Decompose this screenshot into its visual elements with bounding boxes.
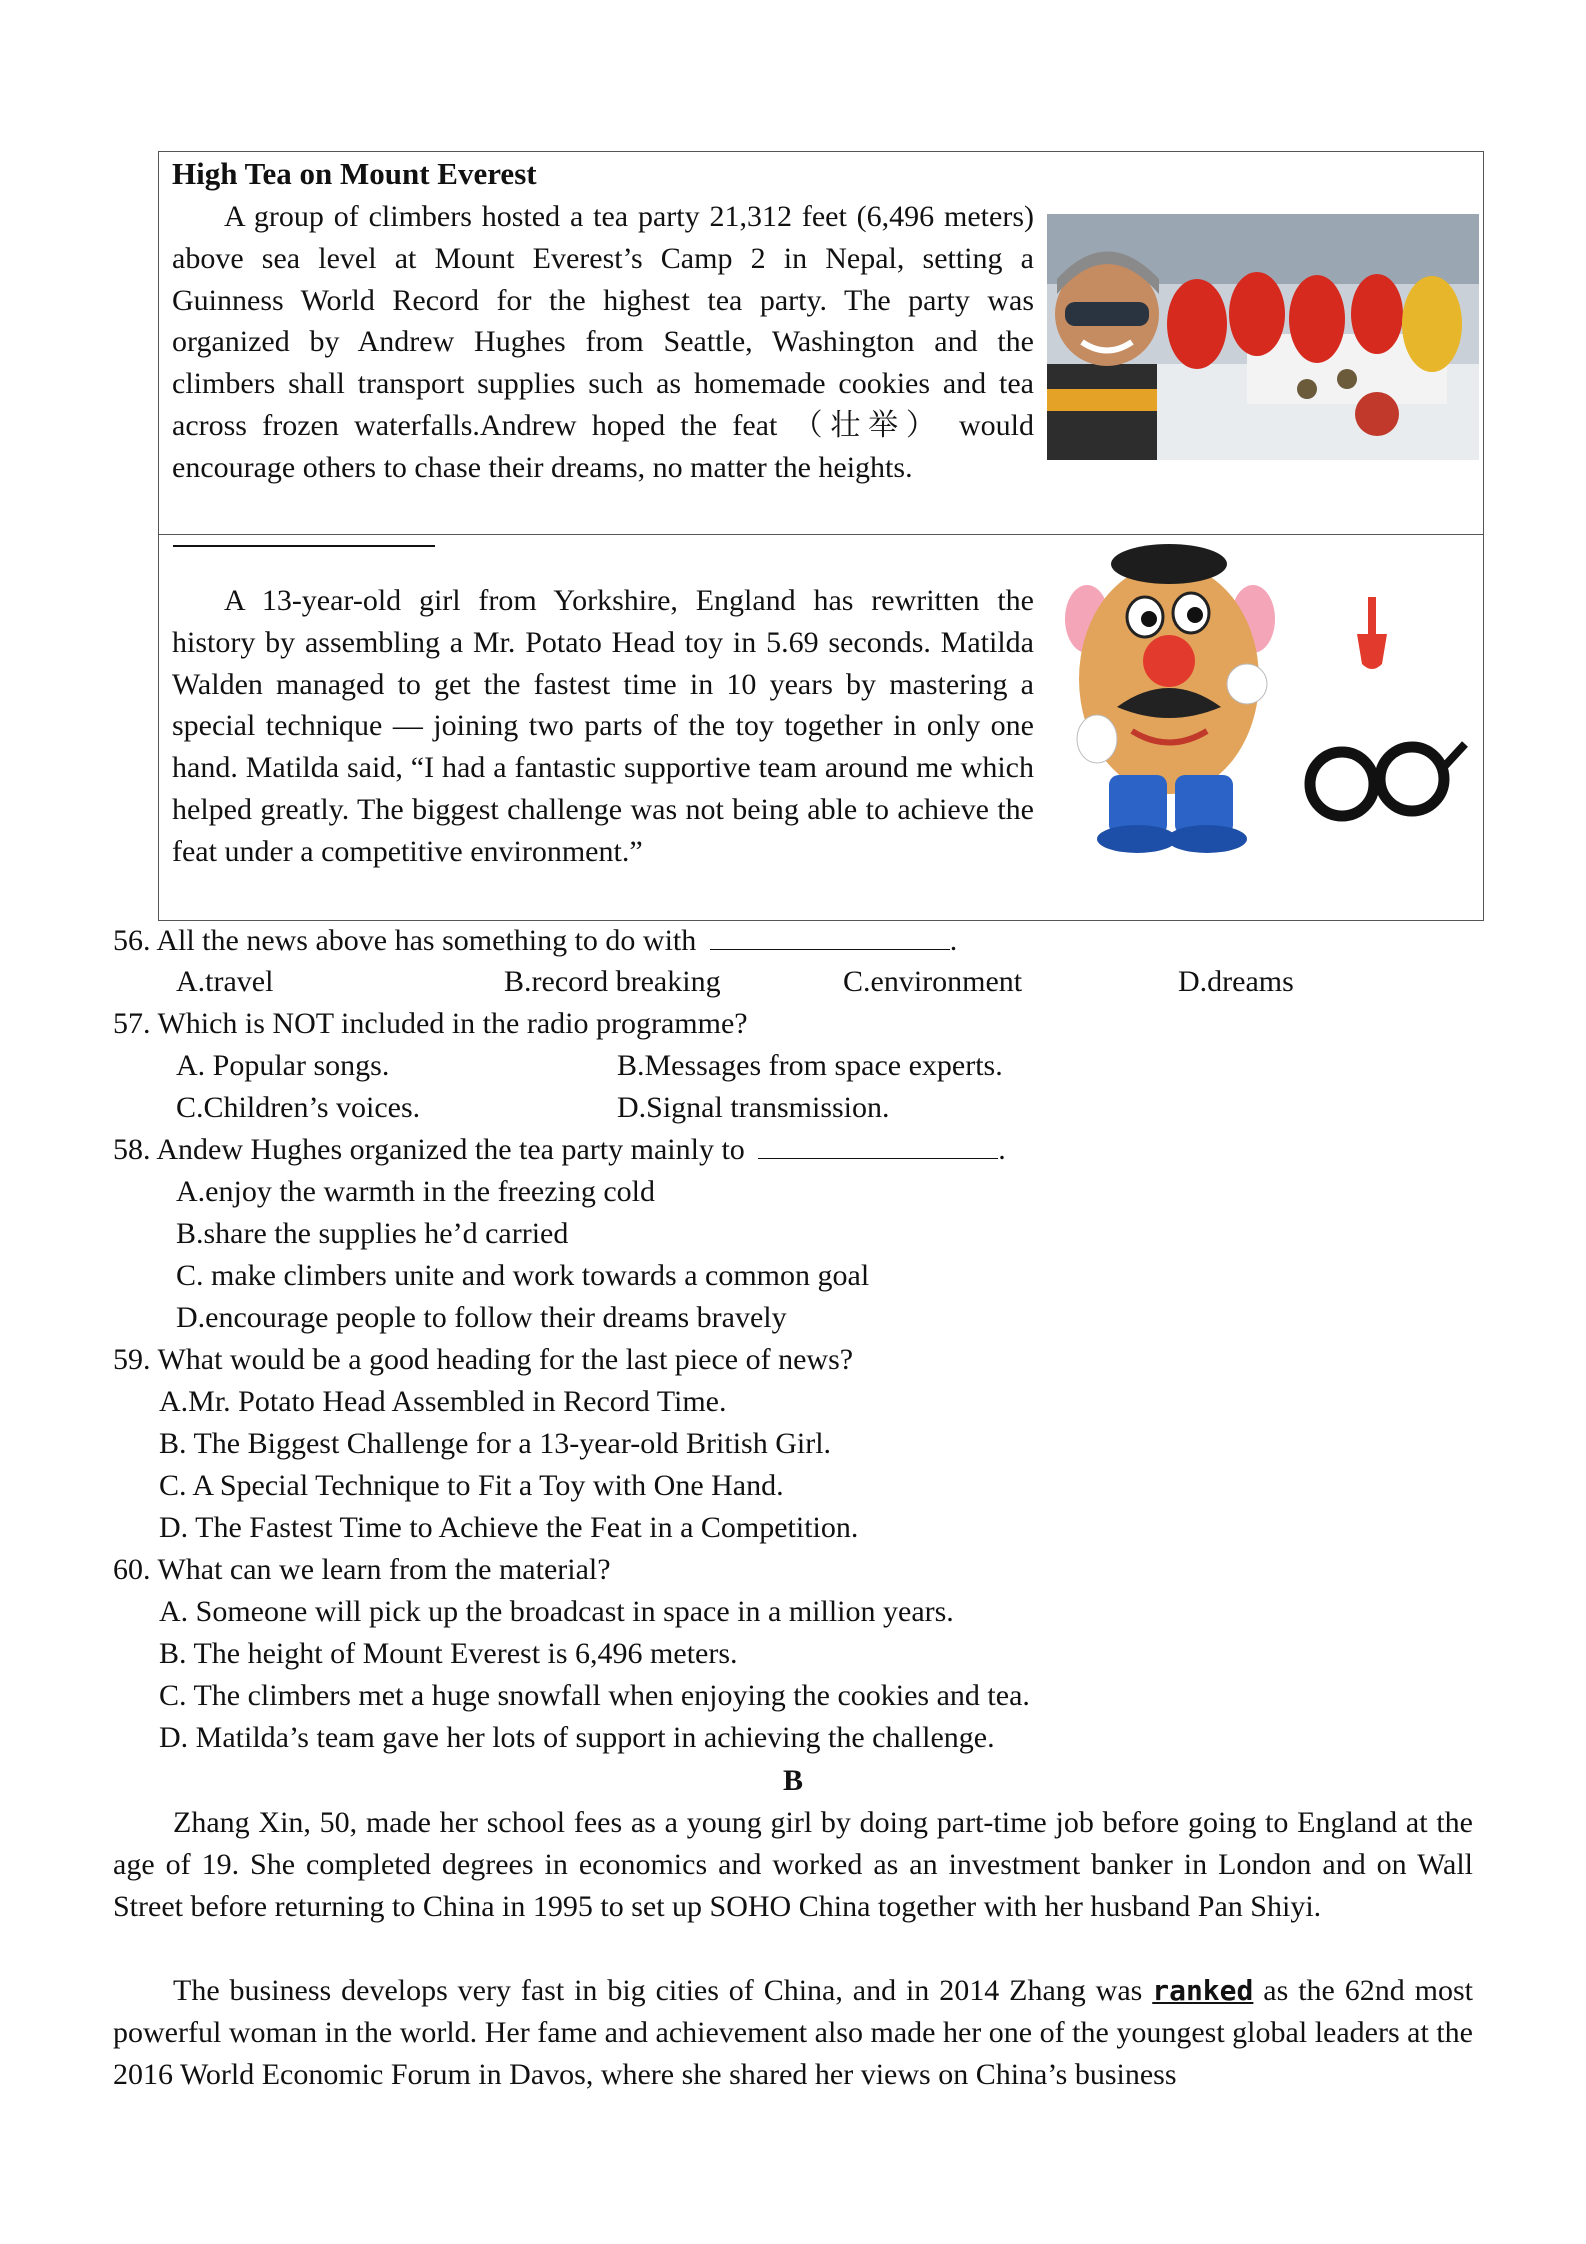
section-b-heading: B bbox=[783, 1764, 804, 1797]
question-60: 60. What can we learn from the material? bbox=[113, 1553, 611, 1586]
q58-option-c[interactable]: C. make climbers unite and work towards a common goal bbox=[176, 1259, 870, 1292]
q60-option-a[interactable]: A. Someone will pick up the broadcast in space in a million years. bbox=[159, 1595, 954, 1628]
q56-stem: 56. All the news above has something to do with bbox=[113, 924, 697, 957]
news-body-everest bbox=[172, 196, 1034, 489]
q58-option-a[interactable]: A.enjoy the warmth in the freezing cold bbox=[176, 1175, 656, 1208]
q59-option-d[interactable]: D. The Fastest Time to Achieve the Feat in a Competition. bbox=[159, 1511, 859, 1544]
q57-option-a[interactable]: A. Popular songs. bbox=[176, 1049, 390, 1082]
question-56 bbox=[113, 921, 957, 961]
q58-answer-blank[interactable] bbox=[758, 1132, 998, 1159]
q59-option-b[interactable]: B. The Biggest Challenge for a 13-year-old British Girl. bbox=[159, 1427, 832, 1460]
para2-before-text: The business develops very fast in big cities of China, and in 2014 Zhang was bbox=[173, 1974, 1153, 2007]
q60-option-b[interactable]: B. The height of Mount Everest is 6,496 meters. bbox=[159, 1637, 738, 1670]
question-57: 57. Which is NOT included in the radio programme? bbox=[113, 1007, 748, 1040]
news-body-potato bbox=[172, 580, 1034, 873]
passage-b-paragraph-2 bbox=[113, 1970, 1473, 2096]
q58-option-b[interactable]: B.share the supplies he’d carried bbox=[176, 1217, 569, 1250]
q56-option-d[interactable]: D.dreams bbox=[1178, 965, 1294, 998]
news-box bbox=[158, 151, 1484, 921]
q58-option-d[interactable]: D.encourage people to follow their dreams bravely bbox=[176, 1301, 787, 1334]
q60-option-c[interactable]: C. The climbers met a huge snowfall when enjoying the cookies and tea. bbox=[159, 1679, 1030, 1712]
news-title-blank bbox=[173, 545, 435, 547]
q56-option-a[interactable]: A.travel bbox=[176, 965, 274, 998]
q57-option-c[interactable]: C.Children’s voices. bbox=[176, 1091, 421, 1124]
q56-option-c[interactable]: C.environment bbox=[843, 965, 1023, 998]
passage-b-paragraph-1: Zhang Xin, 50, made her school fees as a young girl by doing part-time job before going to England at the age of 19. She completed degrees in economics and worked as an investment banker in London and on Wall Street before returning to China in 1995 to set up SOHO China together with her husband Pan Shiyi. bbox=[113, 1806, 1473, 1923]
mr-potato-head-illustration bbox=[1057, 539, 1471, 865]
q56-end: . bbox=[949, 924, 958, 957]
news-body-everest-text: A group of climbers hosted a tea party 21,312 feet (6,496 meters) above sea level at Mount Everest’s Camp 2 in Nepal, setting a Guinness World Record for the highest tea party. The party was organized by Andrew Hughes from Seattle, Washington and the climbers shall transport supplies such as homemade cookies and tea across frozen waterfalls.Andrew hoped the feat （壮举） would encourage others to chase their dreams, no matter the heights. bbox=[172, 200, 1034, 484]
question-59: 59. What would be a good heading for the last piece of news? bbox=[113, 1343, 854, 1376]
q56-option-b[interactable]: B.record breaking bbox=[504, 965, 721, 998]
q58-end: . bbox=[998, 1133, 1006, 1166]
q57-option-b[interactable]: B.Messages from space experts. bbox=[617, 1049, 1003, 1082]
q58-stem: 58. Andew Hughes organized the tea party mainly to bbox=[113, 1133, 745, 1166]
news-title-everest: High Tea on Mount Everest bbox=[172, 156, 537, 191]
q59-option-a[interactable]: A.Mr. Potato Head Assembled in Record Time. bbox=[159, 1385, 727, 1418]
climbers-tea-party-photo bbox=[1047, 214, 1479, 460]
ranked-keyword: ranked bbox=[1152, 1974, 1254, 2007]
news-body-potato-text: A 13-year-old girl from Yorkshire, England has rewritten the history by assembling a Mr. Potato Head toy in 5.69 seconds. Matilda Walden managed to get the fastest time in 10 years by mastering a special technique — joining two parts of the toy together in only one hand. Matilda said, “I had a fantastic supportive team around me which helped greatly. The biggest challenge was not being able to achieve the feat under a competitive environment.” bbox=[172, 584, 1034, 868]
q60-option-d[interactable]: D. Matilda’s team gave her lots of support in achieving the challenge. bbox=[159, 1721, 995, 1754]
question-58 bbox=[113, 1130, 1006, 1170]
q57-option-d[interactable]: D.Signal transmission. bbox=[617, 1091, 890, 1124]
q56-answer-blank[interactable] bbox=[710, 923, 950, 950]
q59-option-c[interactable]: C. A Special Technique to Fit a Toy with One Hand. bbox=[159, 1469, 784, 1502]
para2-after-text: as the 62nd most powerful woman in the world. Her fame and achievement also made her one of the youngest global leaders at the 2016 World Economic Forum in Davos, where she shared her views on China’s business bbox=[113, 1974, 1473, 2091]
news-divider bbox=[159, 534, 1483, 535]
